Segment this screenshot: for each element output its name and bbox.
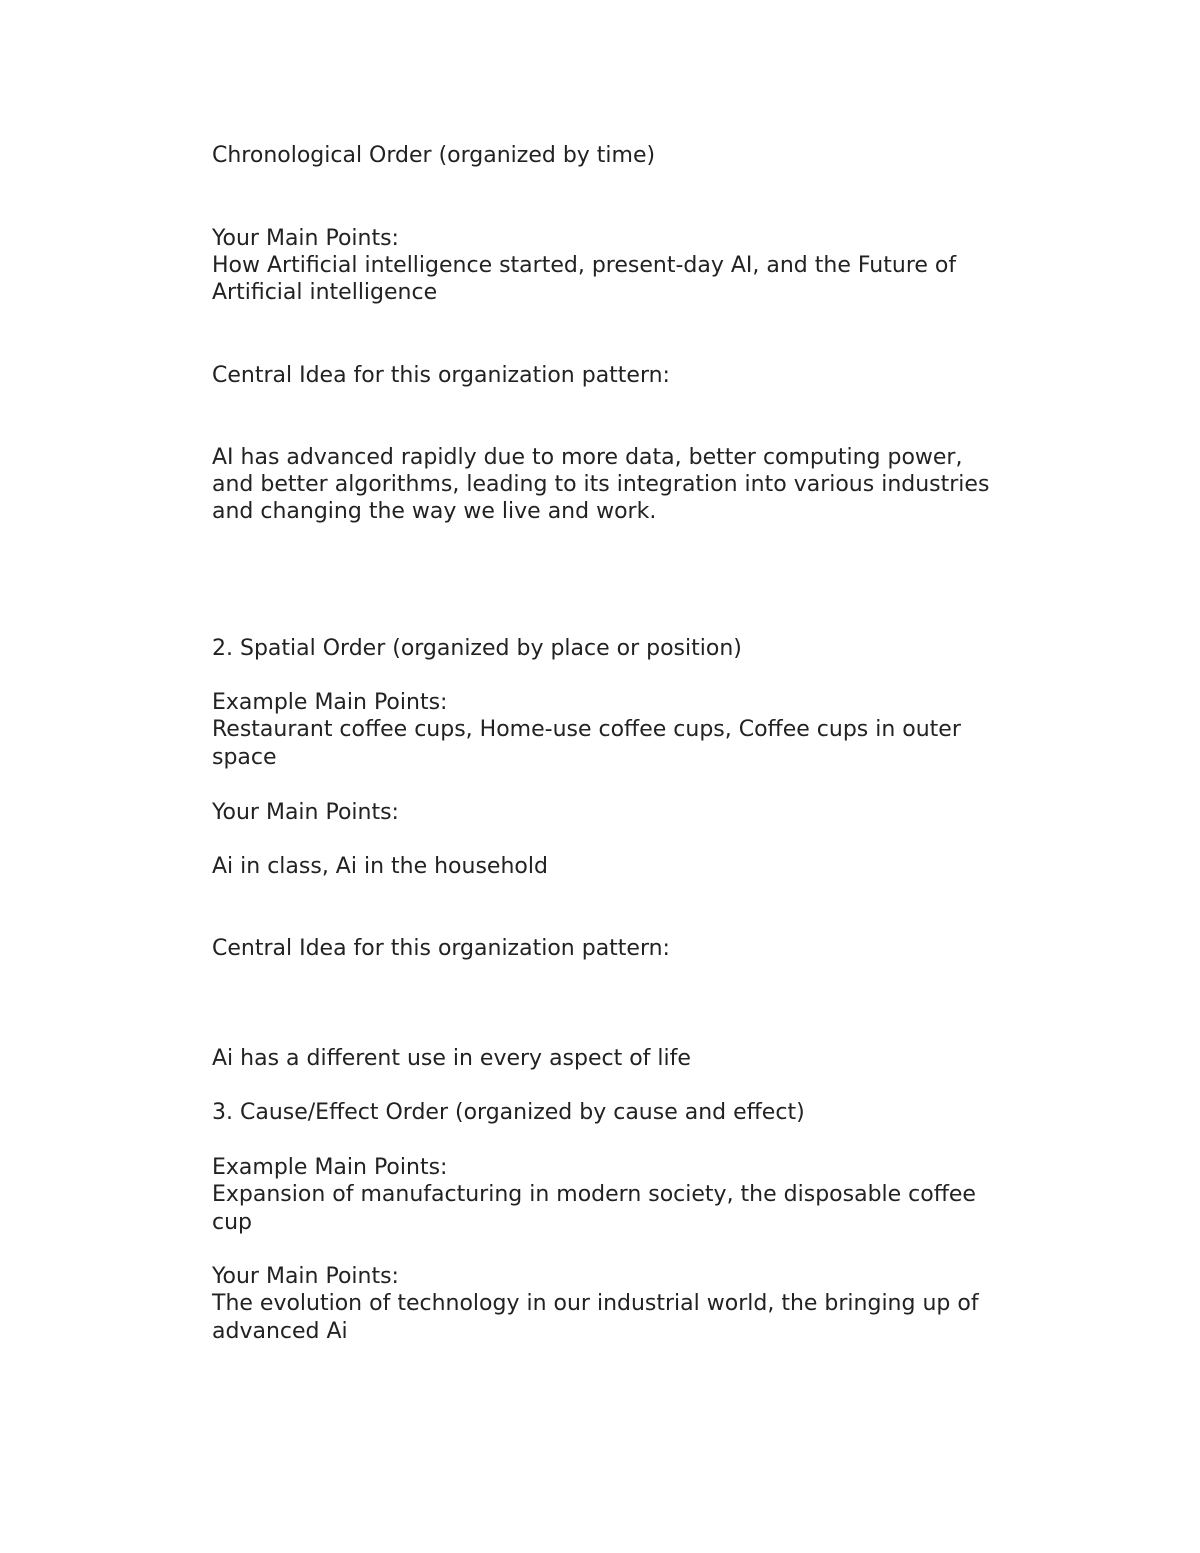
example-main-points-line: Expansion of manufacturing in modern society, the disposable coffee: [212, 1182, 976, 1207]
your-main-points-line: The evolution of technology in our industrial world, the bringing up of: [212, 1291, 979, 1316]
central-idea-line: Ai has a different use in every aspect of life: [212, 1046, 691, 1071]
central-idea-line: and changing the way we live and work.: [212, 499, 657, 524]
example-main-points-line: Restaurant coffee cups, Home-use coffee cups, Coffee cups in outer: [212, 717, 961, 742]
example-main-points-line: cup: [212, 1210, 253, 1235]
your-main-points-line: Ai in class, Ai in the household: [212, 854, 548, 879]
central-idea-label: Central Idea for this organization pattern:: [212, 936, 670, 961]
your-main-points-line: advanced Ai: [212, 1319, 348, 1344]
your-main-points-line: How Artificial intelligence started, present-day AI, and the Future of: [212, 253, 957, 278]
section-heading-cause-effect: 3. Cause/Effect Order (organized by cause and effect): [212, 1100, 805, 1125]
your-main-points-line: Artificial intelligence: [212, 280, 438, 305]
section-heading-chronological: Chronological Order (organized by time): [212, 143, 656, 168]
your-main-points-label: Your Main Points:: [212, 226, 399, 251]
example-main-points-label: Example Main Points:: [212, 1155, 448, 1180]
example-main-points-line: space: [212, 745, 277, 770]
section-heading-spatial: 2. Spatial Order (organized by place or position): [212, 636, 742, 661]
central-idea-line: AI has advanced rapidly due to more data, better computing power,: [212, 445, 963, 470]
central-idea-label: Central Idea for this organization pattern:: [212, 363, 670, 388]
example-main-points-label: Example Main Points:: [212, 690, 448, 715]
your-main-points-label: Your Main Points:: [212, 800, 399, 825]
central-idea-line: and better algorithms, leading to its integration into various industries: [212, 472, 990, 497]
your-main-points-label: Your Main Points:: [212, 1264, 399, 1289]
